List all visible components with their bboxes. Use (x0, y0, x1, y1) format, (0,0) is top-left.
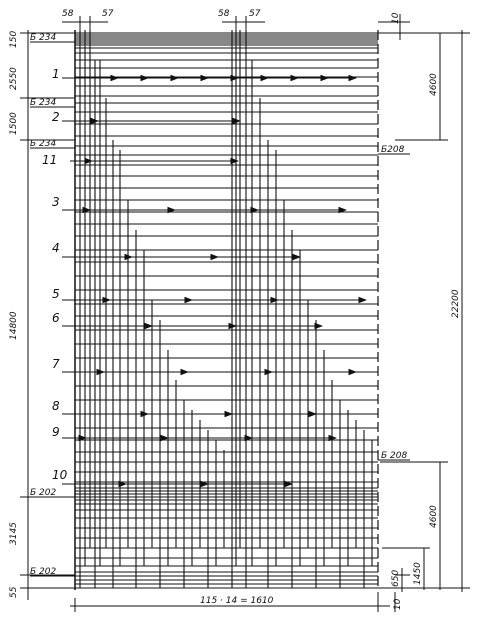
row-label-3: 3 (52, 195, 60, 209)
left-dim-1500: 1500 (9, 112, 19, 135)
top-dim-57-right: 57 (249, 9, 261, 19)
row-label-6: 6 (52, 311, 60, 325)
row-label-5: 5 (52, 287, 60, 301)
row-label-2: 2 (52, 110, 60, 124)
mark-b234-1: Б 234 (30, 33, 57, 43)
left-dimension-line (20, 30, 75, 600)
right-dim-4600-bottom: 4600 (429, 505, 439, 528)
top-dim-57-left: 57 (102, 9, 114, 19)
mark-b234-3: Б 234 (30, 139, 57, 149)
bottom-dim-width: 115 · 14 = 1610 (200, 596, 274, 606)
row-label-9: 9 (52, 425, 60, 439)
bottom-dim-gap: 10 (393, 598, 403, 610)
mark-b202-2: Б 202 (30, 567, 57, 577)
mark-b202-1: Б 202 (30, 488, 57, 498)
right-dim-4600-top: 4600 (429, 73, 439, 96)
row-label-4: 4 (52, 241, 60, 255)
row-label-11: 11 (42, 153, 58, 167)
top-dim-gap: 10 (391, 12, 401, 24)
mark-b208-2: Б 208 (381, 451, 408, 461)
row-label-8: 8 (52, 399, 60, 413)
row-arrows (62, 78, 366, 484)
left-dim-150: 150 (9, 30, 19, 48)
left-dim-14800: 14800 (9, 311, 19, 340)
right-dim-1450: 1450 (413, 562, 423, 585)
left-dim-3145: 3145 (9, 522, 19, 545)
mark-b208-1: Б208 (381, 145, 405, 155)
left-dim-2550: 2550 (9, 67, 19, 90)
top-dim-58-right: 58 (218, 9, 230, 19)
right-dim-650: 650 (391, 569, 401, 587)
mark-b234-2: Б 234 (30, 98, 57, 108)
left-dim-55: 55 (9, 586, 19, 598)
right-dim-22200: 22200 (451, 289, 461, 318)
mark-leaders (30, 42, 410, 576)
row-label-10: 10 (52, 468, 68, 482)
row-label-7: 7 (52, 357, 60, 371)
row-label-1: 1 (52, 67, 60, 81)
top-dim-58-left: 58 (62, 9, 74, 19)
